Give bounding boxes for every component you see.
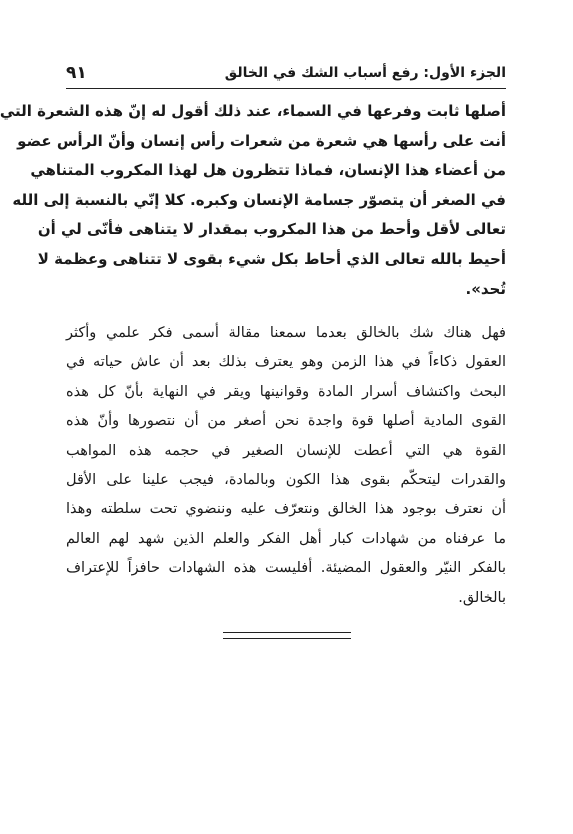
text-line: بالفكر النيّر والعقول المضيئة. أفليست هذه الشهادات حافزاً للإعتراف	[66, 560, 506, 577]
text-line: في الصغر أن يتصوّر جسامة الإنسان وكبره. كلا إنّي بالنسبة إلى الله	[12, 190, 506, 209]
text-line: القوة هي التي أعطت للإنسان الصغير في حجمه هذه المواهب	[66, 442, 506, 459]
body-paragraph	[66, 319, 506, 613]
section-end-divider	[223, 638, 351, 639]
running-header	[66, 58, 506, 88]
text-line: العقول ذكاءاً في هذا الزمن وهو يعترف بذلك بعد أن عاش حياته في	[66, 354, 506, 371]
text-line: أن نعترف بوجود هذا الخالق ونتعرّف عليه وننضوي تحت سلطته وهذا	[66, 501, 506, 518]
text-line: أحيط بالله تعالى الذي أحاط بكل شيء بقوى لا تتناهى وعظمة لا	[37, 249, 506, 268]
text-line: أنت على رأسها هي شعرة من شعرات رأس إنسان وأنّ الرأس عضو	[17, 131, 506, 150]
text-line: القوى المادية أصلها قوة واجدة نحن أصغر من أن نتصورها وأنّ هذه	[66, 413, 506, 430]
text-line: أصلها ثابت وفرعها في السماء، عند ذلك أقول له إنّ هذه الشعرة التي	[0, 102, 506, 120]
text-line: تعالى لأقل وأحط من هذا المكروب بمقدار لا يتناهى فأنّى لي أن	[37, 220, 506, 239]
text-line: بالخالق.	[458, 589, 506, 606]
text-line: البحث واكتشاف أسرار المادة وقوانينها ويقر في النهاية بأنّ كل هذه	[66, 383, 506, 400]
running-header-title: الجزء الأول: رفع أسباب الشك في الخالق	[224, 65, 506, 81]
text-line: ما عرفناه من شهادات كبار أهل الفكر والعلم الذين شهد لهم العالم	[66, 530, 506, 547]
page-number: ٩١	[66, 63, 87, 83]
text-line: والقدرات ليتحكّم بقوى هذا الكون وبالمادة، فيجب علينا على الأقل	[66, 472, 506, 489]
section-end-divider	[223, 632, 351, 633]
quote-paragraph	[0, 97, 506, 304]
text-line: من أعضاء هذا الإنسان، فماذا تتظرون هل لهذا المكروب المتناهي	[30, 161, 506, 180]
text-line: فهل هناك شك بالخالق بعدما سمعنا مقالة أسمى فكر علمي وأكثر	[66, 325, 506, 341]
header-divider	[66, 88, 506, 89]
text-line: تُحد».	[465, 279, 506, 298]
